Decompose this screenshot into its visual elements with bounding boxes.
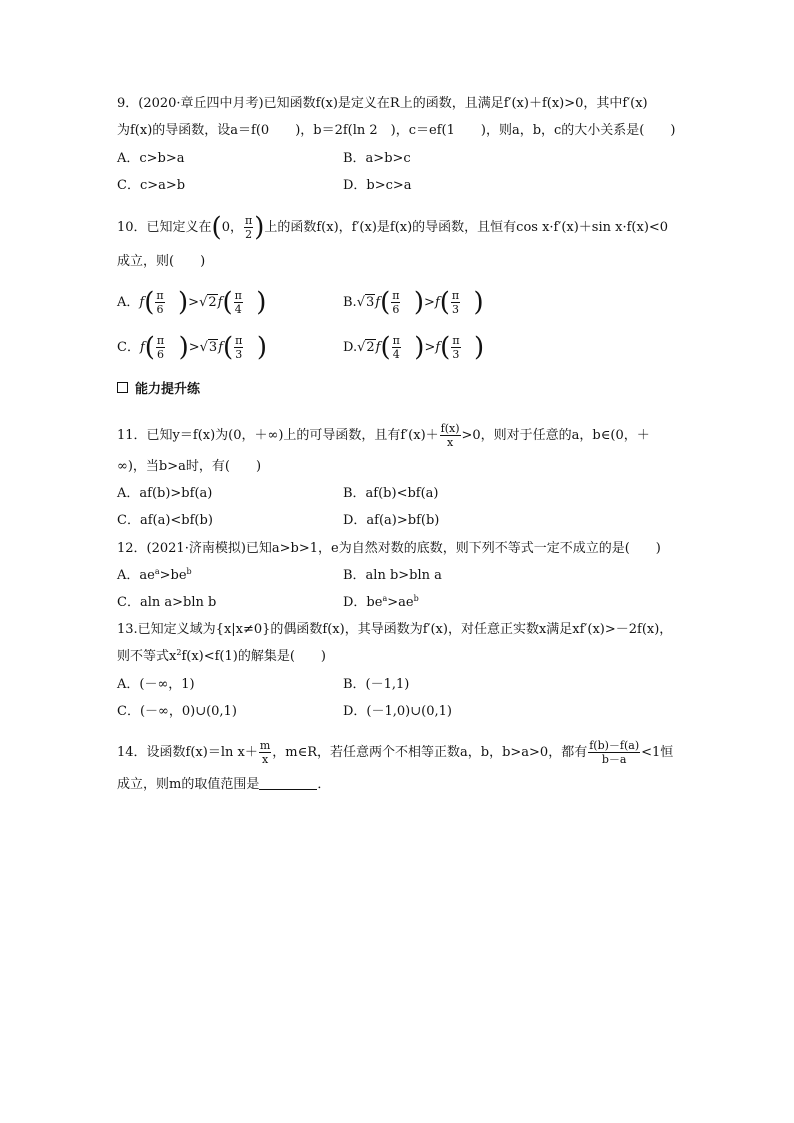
sqrt-radicand: 2 — [208, 295, 217, 310]
sqrt-radicand: 3 — [365, 295, 375, 310]
q10-option-b: B.√3f( $\frac{\pi}{6}$ )>f( $\frac{\pi}{3}$ ) — [343, 287, 484, 318]
q10-paren-right: ) — [254, 212, 265, 243]
q10-paren-left: ( — [211, 212, 222, 243]
q14-pre: 14．设函数f(x)＝ln x＋ — [117, 745, 258, 760]
label: A． — [117, 295, 140, 310]
q13-option-d: D．(－1,0)∪(0,1) — [343, 704, 452, 719]
text: A．ae — [117, 568, 155, 583]
frac-den: 4 — [234, 303, 242, 316]
text: >ae — [387, 595, 414, 610]
frac-num: π — [244, 214, 253, 227]
q14-mid: ，m∈R，若任意两个不相等正数a，b，b>a>0，都有 — [272, 745, 588, 760]
q14-line2 — [117, 775, 330, 795]
frac-den: b－a — [601, 753, 627, 766]
text: 成立，则m的取值范围是 — [117, 777, 260, 792]
q11-option-d: D．af(a)>bf(b) — [343, 513, 440, 528]
q11-post: >0，则对于任意的a，b∈(0，＋ — [461, 428, 650, 443]
frac-den: 6 — [157, 348, 165, 361]
q14-post: <1恒 — [641, 745, 674, 760]
q11-line2: ∞)，当b>a时，有( ) — [117, 459, 262, 474]
q10-line1 — [117, 214, 668, 241]
q9-option-b: B．a>b>c — [343, 151, 411, 166]
q11-pre: 11．已知y＝f(x)为(0，＋∞)上的可导函数，且有f′(x)＋ — [117, 428, 439, 443]
text: f(x)<f(1)的解集是( ) — [181, 649, 326, 664]
label: C． — [117, 340, 140, 355]
q12-option-d — [343, 593, 419, 613]
superscript: a — [382, 594, 388, 603]
frac-num: π — [392, 334, 400, 347]
q10-pre: 10．已知定义在 — [117, 220, 212, 235]
label: B. — [343, 295, 357, 310]
q11-line1 — [117, 422, 650, 449]
frac-num: π — [235, 334, 243, 347]
q9-option-d: D．b>c>a — [343, 178, 412, 193]
q9-line2: 为f(x)的导函数，设a＝f(0 )，b＝2f(ln 2 )，c＝ef(1 )，则a，b，c的大小关系是( ) — [117, 123, 676, 138]
q14-fraction-f — [588, 739, 640, 766]
q14-line1 — [117, 739, 673, 766]
frac-num: π — [392, 289, 400, 302]
q11-option-a: A．af(b)>bf(a) — [117, 486, 213, 501]
q9-option-a: A．c>b>a — [117, 151, 185, 166]
gt-sign: > — [424, 340, 436, 355]
q12-option-b: B．aln b>bln a — [343, 568, 442, 583]
frac-num: π — [156, 334, 165, 347]
frac-den: 3 — [452, 348, 460, 361]
frac-num: f(b)－f(a) — [589, 739, 640, 752]
q10-option-d: D.√2f( $\frac{\pi}{4}$ )>f( $\frac{\pi}{3}$ ) — [343, 332, 485, 363]
q10-interval-fraction — [244, 214, 253, 241]
sqrt-radicand: 2 — [366, 340, 375, 355]
q11-option-c: C．af(a)<bf(b) — [117, 513, 213, 528]
section-title: 能力提升练 — [135, 382, 201, 397]
frac-den: 2 — [245, 228, 253, 241]
superscript: 2 — [176, 648, 182, 657]
q14-fraction-m — [259, 739, 271, 766]
text: ． — [317, 777, 331, 792]
text: 则不等式x — [117, 649, 177, 664]
q10-option-c: C．f( $\frac{\pi}{6}$ )>√3f( $\frac{\pi}{3}$ ) — [117, 332, 267, 363]
q10-interval-left: 0， — [221, 220, 243, 235]
q13-option-b: B．(－1,1) — [343, 677, 410, 692]
q10-option-a: A．f( $\frac{\pi}{6}$ )>√2f( $\frac{\pi}{4}$ ) — [117, 287, 267, 318]
checkbox-square-icon — [117, 382, 128, 393]
text: D．be — [343, 595, 383, 610]
frac-den: 3 — [235, 348, 243, 361]
gt-sign: > — [188, 340, 200, 355]
text: >be — [159, 568, 187, 583]
q13-option-a: A．(－∞，1) — [117, 677, 195, 692]
q11-option-b: B．af(b)<bf(a) — [343, 486, 439, 501]
q13-option-c: C．(－∞，0)∪(0,1) — [117, 704, 237, 719]
superscript: a — [154, 567, 160, 576]
answer-blank[interactable] — [259, 777, 317, 790]
label: D. — [343, 340, 358, 355]
frac-den: 3 — [452, 303, 460, 316]
frac-den: x — [261, 753, 269, 766]
q10-post: 上的函数f(x)，f′(x)是f(x)的导函数，且恒有cos x·f′(x)＋sin x·f(x)<0 — [264, 220, 669, 235]
frac-den: 4 — [392, 348, 400, 361]
q9-option-c: C．c>a>b — [117, 178, 186, 193]
q13-line2 — [117, 647, 326, 667]
gt-sign: > — [188, 295, 200, 310]
frac-num: π — [452, 334, 460, 347]
q10-line2: 成立，则( ) — [117, 254, 206, 269]
q12-option-c: C．aln a>bln b — [117, 595, 217, 610]
q12-option-a — [117, 566, 192, 586]
frac-num: π — [451, 289, 460, 302]
frac-num: m — [259, 739, 271, 752]
gt-sign: > — [424, 295, 435, 310]
frac-den: 6 — [156, 303, 164, 316]
q13-line1: 13.已知定义域为{x|x≠0}的偶函数f(x)，其导函数为f′(x)，对任意正实数x满足xf′(x)>－2f(x)， — [117, 622, 673, 637]
frac-num: π — [156, 289, 164, 302]
sqrt-radicand: 3 — [208, 340, 218, 355]
frac-num: π — [234, 289, 242, 302]
frac-num: f(x) — [440, 422, 460, 435]
q11-fraction — [440, 422, 461, 449]
section-heading — [117, 380, 200, 400]
q12-line1: 12．(2021·济南模拟)已知a>b>1，e为自然对数的底数，则下列不等式一定不成立的是( ) — [117, 541, 661, 556]
superscript: b — [413, 594, 419, 603]
superscript: b — [186, 567, 192, 576]
frac-den: 6 — [392, 303, 400, 316]
q9-line1: 9．(2020·章丘四中月考)已知函数f(x)是定义在R上的函数，且满足f′(x)＋f(x)>0，其中f′(x) — [117, 96, 648, 111]
frac-den: x — [446, 436, 454, 449]
